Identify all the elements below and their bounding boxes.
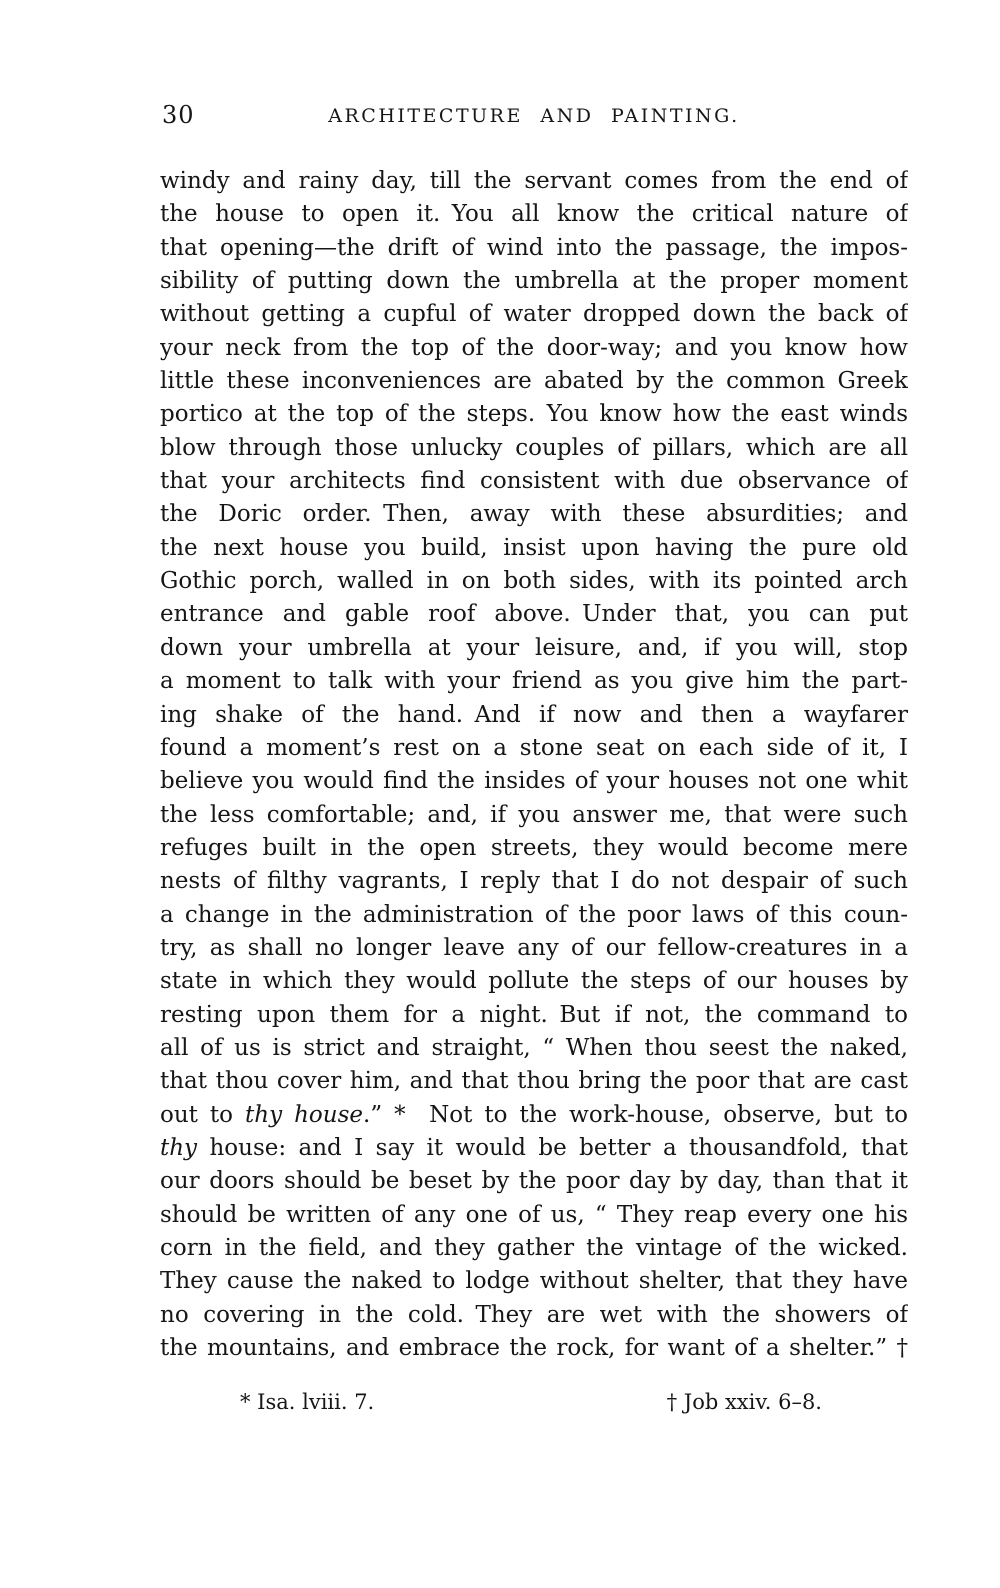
text-line bbox=[160, 1199, 908, 1232]
page-header bbox=[160, 101, 908, 129]
text-line bbox=[160, 1332, 908, 1365]
text-line bbox=[160, 732, 908, 765]
text-line bbox=[160, 765, 908, 798]
text-run: no covering in the cold. They are wet with the showers of bbox=[160, 1301, 908, 1328]
text-run: a moment to talk with your friend as you give him the part- bbox=[160, 668, 908, 695]
running-title: ARCHITECTURE AND PAINTING. bbox=[328, 105, 740, 127]
text-run: down your umbrella at your leisure, and, if you will, stop bbox=[160, 634, 908, 661]
text-run: house: and I say it would be better a thousandfold, that bbox=[197, 1134, 908, 1161]
footnote-right: † Job xxiv. 6–8. bbox=[666, 1390, 822, 1415]
text-run: Gothic porch, walled in on both sides, with its pointed arch bbox=[160, 568, 908, 595]
italic-run: thy house bbox=[245, 1101, 364, 1128]
text-line bbox=[160, 932, 908, 965]
text-line bbox=[160, 498, 908, 531]
text-run: nests of filthy vagrants, I reply that I do not despair of such bbox=[160, 868, 908, 895]
page-number: 30 bbox=[162, 101, 195, 129]
text-line bbox=[160, 165, 908, 198]
text-line bbox=[160, 298, 908, 331]
text-run: that your architects find consistent with due observance of bbox=[160, 468, 908, 495]
italic-run: thy bbox=[160, 1134, 198, 1161]
text-line bbox=[160, 265, 908, 298]
text-run: .” * Not to the work-house, observe, but to bbox=[363, 1101, 908, 1128]
text-line bbox=[160, 865, 908, 898]
text-line bbox=[160, 432, 908, 465]
text-line bbox=[160, 1099, 908, 1132]
text-run: entrance and gable roof above. Under that, you can put bbox=[160, 601, 908, 628]
text-run: that opening—the drift of wind into the passage, the impos- bbox=[160, 234, 908, 261]
text-run: believe you would find the insides of your houses not one whit bbox=[160, 768, 908, 795]
text-line bbox=[160, 1032, 908, 1065]
text-line bbox=[160, 565, 908, 598]
text-line bbox=[160, 332, 908, 365]
text-run: found a moment’s rest on a stone seat on each side of it, I bbox=[160, 734, 908, 761]
text-run: They cause the naked to lodge without shelter, that they have bbox=[160, 1268, 908, 1295]
text-line bbox=[160, 665, 908, 698]
text-run: the mountains, and embrace the rock, for want of a shelter.” † bbox=[160, 1335, 908, 1362]
text-run: out to bbox=[160, 1101, 246, 1128]
text-line bbox=[160, 532, 908, 565]
text-line bbox=[160, 1299, 908, 1332]
text-run: refuges built in the open streets, they would become mere bbox=[160, 834, 908, 861]
text-line bbox=[160, 1065, 908, 1098]
text-line bbox=[160, 999, 908, 1032]
text-line bbox=[160, 965, 908, 998]
footnotes bbox=[160, 1390, 908, 1414]
text-run: ing shake of the hand. And if now and then a wayfarer bbox=[160, 701, 908, 728]
text-run: sibility of putting down the umbrella at the proper moment bbox=[160, 268, 908, 295]
text-line bbox=[160, 365, 908, 398]
text-run: should be written of any one of us, “ They reap every one his bbox=[160, 1201, 908, 1228]
text-run: the next house you build, insist upon having the pure old bbox=[160, 534, 908, 561]
text-run: the less comfortable; and, if you answer me, that were such bbox=[160, 801, 908, 828]
text-line bbox=[160, 799, 908, 832]
text-run: try, as shall no longer leave any of our fellow-creatures in a bbox=[160, 934, 908, 961]
text-line bbox=[160, 632, 908, 665]
text-line bbox=[160, 398, 908, 431]
text-column bbox=[160, 101, 908, 1414]
text-line bbox=[160, 832, 908, 865]
text-line bbox=[160, 1232, 908, 1265]
text-run: little these inconveniences are abated by the common Greek bbox=[160, 368, 908, 395]
text-line bbox=[160, 232, 908, 265]
text-line bbox=[160, 1132, 908, 1165]
text-run: the Doric order. Then, away with these absurdities; and bbox=[160, 501, 908, 528]
text-line bbox=[160, 699, 908, 732]
footnote-left: * Isa. lviii. 7. bbox=[240, 1390, 375, 1415]
text-run: the house to open it. You all know the critical nature of bbox=[160, 201, 908, 228]
text-line bbox=[160, 899, 908, 932]
text-run: state in which they would pollute the steps of our houses by bbox=[160, 968, 908, 995]
text-run: without getting a cupful of water dropped down the back of bbox=[160, 301, 908, 328]
text-run: a change in the administration of the poor laws of this coun- bbox=[160, 901, 908, 928]
text-line bbox=[160, 598, 908, 631]
body-text bbox=[160, 165, 908, 1365]
text-run: portico at the top of the steps. You know how the east winds bbox=[160, 401, 908, 428]
text-line bbox=[160, 1265, 908, 1298]
text-run: windy and rainy day, till the servant comes from the end of bbox=[160, 168, 908, 194]
text-run: all of us is strict and straight, “ When thou seest the naked, bbox=[160, 1034, 908, 1061]
text-run: resting upon them for a night. But if not, the command to bbox=[160, 1001, 908, 1028]
text-run: corn in the field, and they gather the vintage of the wicked. bbox=[160, 1235, 908, 1261]
text-run: your neck from the top of the door-way; and you know how bbox=[160, 334, 908, 361]
text-run: our doors should be beset by the poor day by day, than that it bbox=[160, 1168, 908, 1195]
text-run: that thou cover him, and that thou bring the poor that are cast bbox=[160, 1068, 908, 1095]
text-run: blow through those unlucky couples of pillars, which are all bbox=[160, 434, 908, 461]
text-line bbox=[160, 198, 908, 231]
text-line bbox=[160, 465, 908, 498]
text-line bbox=[160, 1165, 908, 1198]
